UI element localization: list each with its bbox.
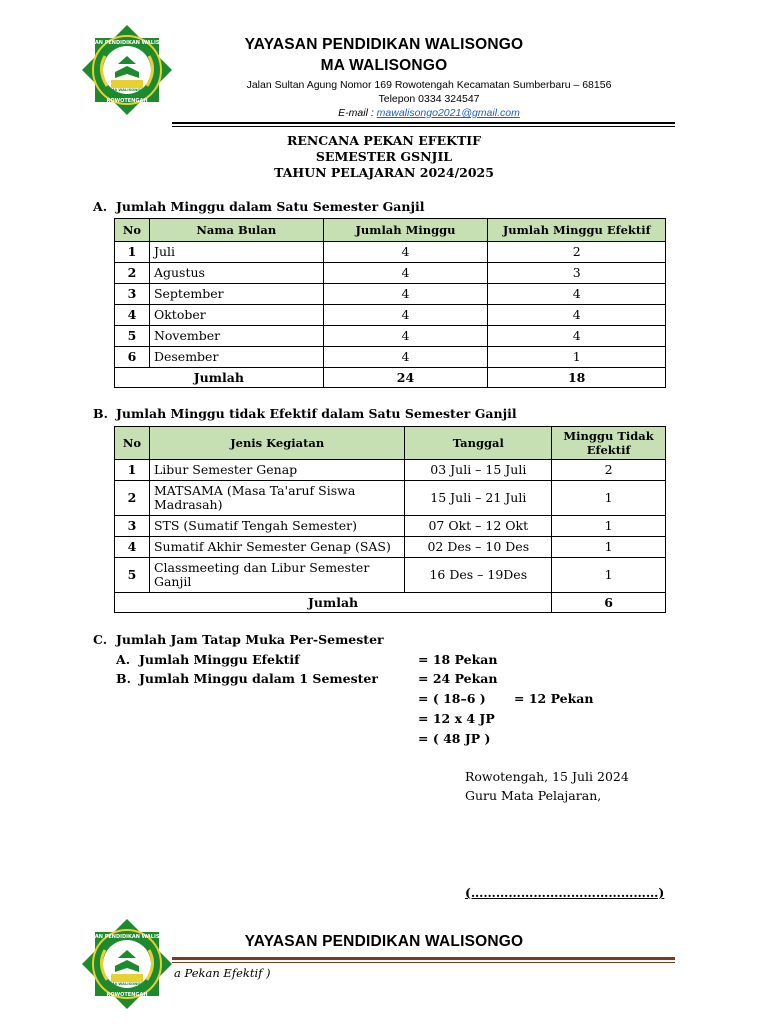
cell-minggu: 4 <box>323 263 488 284</box>
school-address: Jalan Sultan Agung Nomor 169 Rowotengah Kecamatan Sumberbaru – 68156 <box>246 79 612 91</box>
cell-bulan: November <box>149 326 323 347</box>
table-row <box>115 516 666 537</box>
email-link[interactable]: mawalisongo2021@gmail.com <box>376 107 520 119</box>
cell-no: 5 <box>115 558 150 593</box>
table-row <box>115 558 666 593</box>
cell-no: 6 <box>115 347 150 368</box>
col-header-no: No <box>115 219 150 242</box>
section-a-heading: A. Jumlah Minggu dalam Satu Semester Ganjil <box>93 199 425 214</box>
table-row <box>115 305 666 326</box>
cell-no: 2 <box>115 263 150 284</box>
svg-text:YAYASAN PENDIDIKAN WALISONGO: YAYASAN PENDIDIKAN WALISONGO <box>78 934 176 940</box>
cell-tanggal: 02 Des – 10 Des <box>405 537 552 558</box>
calc-line-1-right: = 12 Pekan <box>514 691 594 706</box>
table-header-row <box>115 219 666 242</box>
calc-line-2: = 12 x 4 JP <box>418 711 495 726</box>
table-row <box>115 284 666 305</box>
cell-bulan: Oktober <box>149 305 323 326</box>
section-b-heading: B. Jumlah Minggu tidak Efektif dalam Satu Semester Ganjil <box>93 406 517 421</box>
col-header-minggu-efektif: Jumlah Minggu Efektif <box>488 219 666 242</box>
section-c-heading: C. Jumlah Jam Tatap Muka Per-Semester <box>93 632 384 647</box>
footer-divider-thick <box>172 957 675 960</box>
table-row <box>115 326 666 347</box>
cell-kegiatan: Classmeeting dan Libur Semester Ganjil <box>149 558 404 593</box>
cell-tanggal: 03 Juli – 15 Juli <box>405 460 552 481</box>
cell-minggu: 1 <box>552 537 666 558</box>
footer-org-name: YAYASAN PENDIDIKAN WALISONGO <box>244 933 524 950</box>
header-divider-thin <box>172 126 675 127</box>
total-label: Jumlah <box>115 368 324 388</box>
cell-no: 5 <box>115 326 150 347</box>
cell-tanggal: 15 Juli – 21 Juli <box>405 481 552 516</box>
cell-minggu: 1 <box>552 481 666 516</box>
total-efektif: 18 <box>488 368 666 388</box>
header-divider-thick <box>172 122 675 124</box>
col-header-nama-bulan: Nama Bulan <box>149 219 323 242</box>
section-c-item-a-value: = 18 Pekan <box>418 652 498 667</box>
svg-text:YAYASAN PENDIDIKAN WALISONGO: YAYASAN PENDIDIKAN WALISONGO <box>78 40 176 46</box>
section-c-item-b: B. Jumlah Minggu dalam 1 Semester <box>116 671 378 686</box>
col-header-no: No <box>115 427 150 460</box>
svg-text:MA WALISONGO: MA WALISONGO <box>110 88 144 92</box>
table-row <box>115 537 666 558</box>
doc-title-line1: RENCANA PEKAN EFEKTIF <box>286 133 482 148</box>
table-row <box>115 481 666 516</box>
cell-bulan: September <box>149 284 323 305</box>
doc-title-line2: SEMESTER GSNJIL <box>315 149 453 164</box>
col-header-jumlah-minggu: Jumlah Minggu <box>323 219 488 242</box>
cell-minggu: 4 <box>323 305 488 326</box>
footer-school-logo <box>78 918 176 1010</box>
cell-efektif: 4 <box>488 326 666 347</box>
cell-no: 4 <box>115 537 150 558</box>
table-total-row <box>115 593 666 613</box>
table-minggu-tidak-efektif <box>114 426 666 613</box>
footer-divider-thin <box>172 962 675 963</box>
cell-minggu: 1 <box>552 558 666 593</box>
cell-efektif: 4 <box>488 284 666 305</box>
cell-efektif: 1 <box>488 347 666 368</box>
cell-bulan: Desember <box>149 347 323 368</box>
cell-kegiatan: STS (Sumatif Tengah Semester) <box>149 516 404 537</box>
cell-efektif: 3 <box>488 263 666 284</box>
cell-minggu: 4 <box>323 347 488 368</box>
signature-place-date: Rowotengah, 15 Juli 2024 <box>465 769 629 784</box>
table-row <box>115 347 666 368</box>
table-jumlah-minggu <box>114 218 666 388</box>
svg-text:MA WALISONGO: MA WALISONGO <box>110 982 144 986</box>
school-phone: Telepon 0334 324547 <box>378 93 480 105</box>
cell-minggu: 4 <box>323 284 488 305</box>
cell-minggu: 4 <box>323 326 488 347</box>
section-c-item-b-value: = 24 Pekan <box>418 671 498 686</box>
cell-kegiatan: Sumatif Akhir Semester Genap (SAS) <box>149 537 404 558</box>
table-row <box>115 263 666 284</box>
signature-role: Guru Mata Pelajaran, <box>465 788 602 803</box>
cell-no: 3 <box>115 516 150 537</box>
calc-line-3: = ( 48 JP ) <box>418 731 491 746</box>
total-minggu: 24 <box>323 368 488 388</box>
cell-no: 3 <box>115 284 150 305</box>
svg-text:ROWOTENGAH: ROWOTENGAH <box>106 992 148 998</box>
col-header-tanggal: Tanggal <box>405 427 552 460</box>
col-header-minggu-tidak-efektif: Minggu Tidak Efektif <box>552 427 666 460</box>
cell-kegiatan: MATSAMA (Masa Ta'aruf Siswa Madrasah) <box>149 481 404 516</box>
cell-no: 1 <box>115 242 150 263</box>
table-row <box>115 242 666 263</box>
footer-doc-note: a Pekan Efektif ) <box>174 966 271 980</box>
cell-efektif: 4 <box>488 305 666 326</box>
total-label: Jumlah <box>115 593 552 613</box>
doc-title-line3: TAHUN PELAJARAN 2024/2025 <box>274 165 494 180</box>
school-name: MA WALISONGO <box>320 57 448 74</box>
signature-name-line: (………………………………………) <box>465 885 665 900</box>
cell-minggu: 4 <box>323 242 488 263</box>
cell-bulan: Juli <box>149 242 323 263</box>
table-header-row <box>115 427 666 460</box>
total-minggu: 6 <box>552 593 666 613</box>
cell-minggu: 2 <box>552 460 666 481</box>
cell-efektif: 2 <box>488 242 666 263</box>
col-header-jenis-kegiatan: Jenis Kegiatan <box>149 427 404 460</box>
cell-tanggal: 07 Okt – 12 Okt <box>405 516 552 537</box>
cell-kegiatan: Libur Semester Genap <box>149 460 404 481</box>
email-label: E-mail : <box>338 107 377 119</box>
cell-no: 2 <box>115 481 150 516</box>
cell-no: 4 <box>115 305 150 326</box>
cell-tanggal: 16 Des – 19Des <box>405 558 552 593</box>
cell-bulan: Agustus <box>149 263 323 284</box>
svg-text:ROWOTENGAH: ROWOTENGAH <box>106 98 148 104</box>
table-total-row <box>115 368 666 388</box>
cell-no: 1 <box>115 460 150 481</box>
calc-line-1-left: = ( 18–6 ) <box>418 691 486 706</box>
table-row <box>115 460 666 481</box>
org-name: YAYASAN PENDIDIKAN WALISONGO <box>244 36 524 53</box>
cell-minggu: 1 <box>552 516 666 537</box>
section-c-item-a: A. Jumlah Minggu Efektif <box>116 652 300 667</box>
school-email-line <box>90 107 768 119</box>
